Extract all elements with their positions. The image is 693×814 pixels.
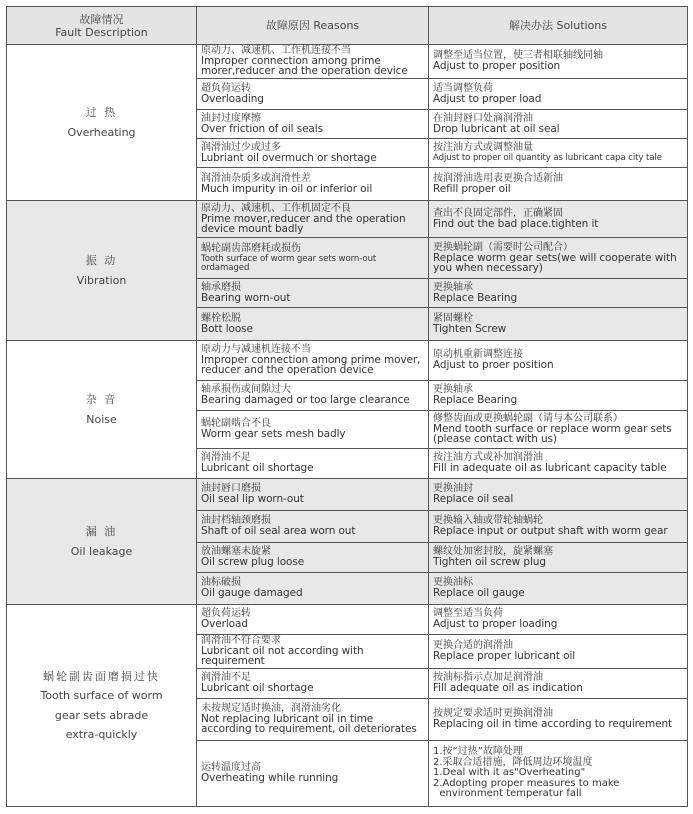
fault-en: gear sets abrade (54, 708, 149, 722)
solution-cn: 修整齿面或更换蜗轮副（请与本公司联系） (433, 413, 623, 425)
reason-en: Tooth surface of worm gear sets worn-out ordamaged (201, 254, 377, 273)
solution-cn: 按润滑油选用表更换合适新油 (433, 172, 563, 184)
reason-cn: 原动力、减速机、工作机连接不当 (201, 45, 351, 57)
fault-cn: 过 热 (85, 106, 118, 120)
solution-en: Fill in adequate oil as lubricant capacity table (433, 462, 667, 475)
solution-cell (429, 45, 688, 79)
header-solutions: 解决办法 Solutions (429, 7, 688, 45)
solution-en: Tighten oil screw plug (433, 556, 546, 569)
table-row (7, 201, 688, 238)
fault-cn: 杂 音 (85, 393, 118, 407)
reason-cell (197, 341, 429, 381)
reason-cell (197, 605, 429, 635)
reason-en: Lubriant oil overmuch or shortage (201, 151, 377, 164)
reason-cn: 油封唇口磨损 (201, 483, 261, 495)
reason-cn: 油标破损 (201, 577, 241, 589)
solution-cell (429, 341, 688, 381)
reason-en: Shaft of oil seal area worn out (201, 525, 356, 538)
fault-description-cell (7, 479, 197, 605)
solution-cn: 更换蜗轮副（需要时公司配合） (433, 241, 573, 253)
reason-cell (197, 79, 429, 110)
solution-en: Replace input or output shaft with worm gear (433, 525, 668, 538)
solution-cn: 按油标指示点加足润滑油 (433, 672, 543, 684)
solution-en: Find out the bad place.tighten it (433, 217, 599, 230)
reason-en: Lubricant oil shortage (201, 462, 314, 475)
solution-line: 1.Deal with it as"Overheating" (433, 767, 586, 779)
solution-en: Replace oil gauge (433, 587, 525, 600)
solution-cell (429, 139, 688, 168)
reason-cn: 润滑油不足 (201, 452, 251, 464)
fault-en: Noise (86, 412, 117, 426)
reason-cell (197, 449, 429, 479)
reason-en: Lubricant oil not according with requirement (201, 645, 364, 667)
reason-cell (197, 201, 429, 238)
fault-cn: 振 动 (85, 254, 118, 268)
solution-cn: 更换合适的润滑油 (433, 640, 513, 652)
fault-en: Oil leakage (70, 544, 133, 558)
solution-en: Adjust to proper loading (433, 618, 558, 631)
solution-cell (429, 479, 688, 511)
reason-cell (197, 699, 429, 741)
reason-en: Overheating while running (201, 772, 339, 785)
reason-cell (197, 573, 429, 605)
reason-en: Lubricant oil shortage (201, 682, 314, 695)
fault-en: Tooth surface of worm (40, 689, 163, 703)
reason-cn: 油封过度摩擦 (201, 112, 261, 124)
solution-en: Fill adequate oil as indication (433, 682, 583, 695)
fault-description-cell (7, 201, 197, 341)
solution-cell (429, 573, 688, 605)
reason-cell (197, 411, 429, 449)
fault-description-cell (7, 341, 197, 479)
solution-en: Tighten Screw (433, 322, 507, 335)
reason-cn: 蜗轮副齿部磨耗或损伤 (201, 243, 301, 255)
reason-cell (197, 308, 429, 341)
reason-en: Much impurity in oil or inferior oil (201, 182, 373, 195)
fault-cn: 漏 油 (85, 525, 118, 539)
reason-cell (197, 511, 429, 543)
reason-cell (197, 669, 429, 699)
solution-en: Adjust to proper position (433, 60, 561, 73)
solution-cn: 按注油方式或补加润滑油 (433, 452, 543, 464)
solution-cell (429, 381, 688, 411)
reason-cn: 蜗轮副啮合不良 (201, 418, 271, 430)
solution-cell (429, 238, 688, 279)
reason-cell (197, 238, 429, 279)
reason-en: Improper connection among prime mover, reducer and the operation device (201, 354, 421, 376)
header-fault-description (7, 7, 197, 45)
solution-cn: 按规定要求适时更换润滑油 (433, 708, 553, 720)
reason-cell (197, 381, 429, 411)
reason-en: Oil seal lip worn-out (201, 493, 304, 506)
solution-en: Replace proper lubricant oil (433, 650, 576, 663)
header-row (7, 7, 688, 45)
reason-en: Oil gauge damaged (201, 587, 303, 600)
solution-en: Replace oil seal (433, 493, 514, 506)
solution-cell (429, 741, 688, 807)
reason-cn: 放油螺塞未旋紧 (201, 546, 271, 558)
solution-cn: 在油封唇口处滴润滑油 (433, 112, 533, 124)
solution-line: 2.Adopting proper measures to make (433, 777, 620, 789)
solution-cell (429, 635, 688, 669)
solution-en: Replace worm gear sets(we will cooperate with you when necessary) (433, 251, 677, 274)
solution-en: Replace Bearing (433, 291, 518, 304)
solution-cell (429, 308, 688, 341)
solution-cn: 调整至适当负荷 (433, 608, 503, 620)
reason-cell (197, 139, 429, 168)
solution-en: Refill proper oil (433, 182, 511, 195)
reason-en: Overload (201, 618, 248, 631)
solution-cn: 螺纹处加密封胶，旋紧螺塞 (433, 546, 553, 558)
solution-cell (429, 201, 688, 238)
reason-cn: 轴承损伤或间隙过大 (201, 384, 291, 396)
table-row (7, 605, 688, 635)
solution-cell (429, 79, 688, 110)
reason-cell (197, 479, 429, 511)
solution-en: Adjust to proper oil quantity as lubricant capa city tale (433, 153, 662, 164)
header-fault-en: Fault Description (55, 25, 148, 39)
fault-cn: 蜗轮副齿面磨损过快 (43, 670, 160, 683)
solution-cell (429, 411, 688, 449)
reason-cell (197, 168, 429, 201)
solution-en: Replace Bearing (433, 394, 518, 407)
solution-en: Adjust to proer position (433, 359, 554, 372)
reason-en: Worm gear sets mesh badly (201, 428, 346, 441)
solution-cell (429, 511, 688, 543)
solution-en: Mend tooth surface or replace worm gear sets (please contact with us) (433, 423, 672, 445)
solution-cn: 紧固螺栓 (433, 312, 473, 324)
reason-cell (197, 110, 429, 139)
solution-cn: 更换油封 (433, 483, 473, 495)
reason-en: Bearing damaged or too large clearance (201, 394, 410, 407)
solution-en: Drop lubricant at oil seal (433, 122, 560, 135)
solution-cn: 更换油标 (433, 577, 473, 589)
solution-cell (429, 449, 688, 479)
table-row (7, 341, 688, 381)
reason-en: Oil screw plug loose (201, 556, 305, 569)
solution-cell (429, 168, 688, 201)
reason-cn: 原动力与减速机连接不当 (201, 344, 311, 356)
solution-cn: 更换轴承 (433, 384, 473, 396)
solution-cell (429, 699, 688, 741)
reason-cn: 润滑油杂质多或润滑性差 (201, 172, 311, 184)
reason-en: Over friction of oil seals (201, 122, 323, 135)
solution-cn: 更换输入轴或带轮轴蜗轮 (433, 515, 543, 527)
reason-cn: 超负荷运转 (201, 608, 251, 620)
reason-cn: 螺栓松脱 (201, 312, 241, 324)
solution-cell (429, 605, 688, 635)
fault-description-cell (7, 45, 197, 201)
reason-cell (197, 45, 429, 79)
reason-cn: 轴承磨损 (201, 281, 241, 293)
reason-cell (197, 741, 429, 807)
reason-cn: 超负荷运转 (201, 82, 251, 94)
reason-cell (197, 543, 429, 573)
reason-en: Overloading (201, 92, 264, 105)
solution-cn: 调整至适当位置，使三者相联轴线同轴 (433, 50, 603, 62)
solution-en: Adjust to proper load (433, 92, 542, 105)
solution-cn: 适当调整负荷 (433, 82, 493, 94)
solution-cell (429, 669, 688, 699)
fault-en: Overheating (67, 125, 136, 139)
solution-cell (429, 279, 688, 308)
reason-en: Not replacing lubricant oil in time according to requirement, oil deteriorates (201, 713, 417, 735)
reason-cell (197, 279, 429, 308)
solution-cn: 更换轴承 (433, 281, 473, 293)
solution-cn: 查出不良固定部件，正确紧固 (433, 207, 563, 219)
reason-en: Bearing worn-out (201, 291, 291, 304)
fault-en: extra-quickly (65, 727, 138, 741)
reason-cn: 运转温度过高 (201, 762, 261, 774)
fault-description-cell (7, 605, 197, 807)
reason-en: Prime mover,reducer and the operation device mount badly (201, 212, 406, 235)
solution-line: 1.按“过热”故障处理 (433, 746, 523, 758)
header-fault-cn: 故障情况 (79, 12, 124, 26)
reason-en: Improper connection among prime morer,reducer and the operation device (201, 55, 408, 77)
solution-line: environment temperatur fall (433, 788, 582, 800)
reason-cell (197, 635, 429, 669)
solution-line: 2.采取合适措施，降低周边环境温度 (433, 756, 593, 768)
header-reasons: 故障原因 Reasons (197, 7, 429, 45)
fault-troubleshooting-table (6, 6, 688, 807)
solution-cell (429, 110, 688, 139)
reason-cn: 油封档轴颈磨损 (201, 515, 271, 527)
solution-cell (429, 543, 688, 573)
reason-cn: 未按规定适时换油，润滑油劣化 (201, 703, 341, 715)
reason-cn: 润滑油过少或过多 (201, 141, 281, 153)
solution-en: Replacing oil in time according to requirement (433, 718, 673, 731)
reason-en: Bott loose (201, 322, 253, 335)
table-row (7, 479, 688, 511)
solution-cn: 原动机重新调整连接 (433, 349, 523, 361)
fault-en: Vibration (76, 273, 127, 287)
reason-cn: 润滑油不足 (201, 672, 251, 684)
table-row (7, 45, 688, 79)
solution-cn: 按注油方式或调整油量 (433, 142, 533, 154)
reason-cn: 润滑油不符合要求 (201, 635, 281, 647)
reason-cn: 原动力、减速机、工作机固定不良 (201, 202, 351, 214)
